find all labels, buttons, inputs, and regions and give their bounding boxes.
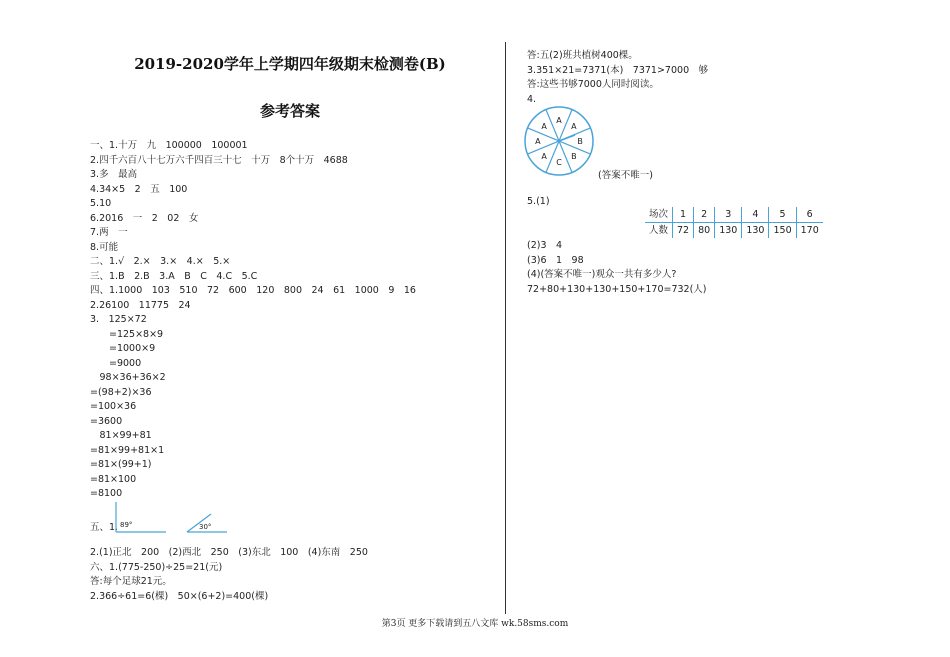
answer-line: 7.两 一 [90,227,128,238]
page-footer: 第3页 更多下载请到五八文库 wk.58sms.com [381,619,569,629]
answer-line: 3.351×21=7371(本) 7371>7000 够 [527,64,709,76]
table-cell: 1 [673,207,694,223]
answer-line: 8.可能 [90,241,119,253]
table-cell: 80 [694,223,715,239]
answer-line: 二、1.√ 2.× 3.× 4.× 5.× [90,256,231,267]
table-cell: 5 [769,207,796,223]
table-row-header: 人数 [649,225,669,236]
spinner-sector-label: A [541,122,547,132]
answer-line: 4. [527,93,537,105]
answer-line: (3)6 1 98 [527,254,584,266]
answer-line: (4)(答案不唯一)观众一共有多少人? [527,269,677,280]
answer-line: 六、1.(775-250)÷25=21(元) [90,561,223,573]
table-cell: 72 [673,223,694,239]
q5-heading: 5.(1) [527,196,550,207]
column-divider [505,42,506,614]
page-title: 2019-2020学年上学期四年级期末检测卷(B) [134,55,446,73]
table-cell: 6 [796,207,823,223]
answer-line: =81×99+81×1 [90,444,165,456]
spinner-sector-label: A [535,137,541,146]
answer-line: =81×(99+1) [90,459,152,470]
answer-line: 三、1.B 2.B 3.A B C 4.C 5.C [90,270,258,282]
score-table [645,207,823,238]
spinner-sector-label: C [556,158,562,168]
answer-line: 4.34×5 2 五 100 [90,183,188,195]
angle-89-label: 89° [120,521,133,529]
answer-line: 2.(1)正北 200 (2)西北 250 (3)东北 100 (4)东南 250 [90,547,368,558]
answer-line: =3600 [90,415,123,427]
answer-line: 5.10 [90,198,112,209]
answer-line: 2.四千六百八十七万六千四百三十七 十万 8个十万 4688 [90,154,348,166]
answer-line: =81×100 [90,473,137,485]
table-cell: 150 [769,223,796,239]
q5-label: 五、1. [90,522,119,533]
table-row [645,207,823,223]
table-row [645,223,823,239]
answer-line: 一、1.十万 九 100000 100001 [90,140,248,151]
angle-89-diagram [114,500,174,540]
answer-line: 答:这些书够7000人同时阅读。 [527,79,659,90]
table-cell: 130 [742,223,769,239]
spinner-diagram [523,105,603,185]
answer-line: 81×99+81 [90,430,152,441]
answer-line: =1000×9 [90,343,156,354]
answer-line: 3. 125×72 [90,314,147,325]
table-cell: 4 [742,207,769,223]
table-cell: 2 [694,207,715,223]
spinner-sector-label: B [571,151,577,161]
answer-line: 答:每个足球21元。 [90,576,172,587]
table-cell: 170 [796,223,823,239]
answer-line: 6.2016 一 2 02 女 [90,212,199,224]
table-row-header: 场次 [645,207,673,223]
answer-line: 四、1.1000 103 510 72 600 120 800 24 61 1000 9 16 [90,285,416,296]
spinner-sector-label: B [577,137,583,146]
page-subtitle: 参考答案 [259,102,320,120]
answer-line: =(98+2)×36 [90,386,152,398]
spinner-note: (答案不唯一) [598,170,653,181]
answer-line: 答:五(2)班共植树400棵。 [527,50,638,61]
spinner-sector-label: A [556,115,562,125]
spinner-sector-label: A [541,151,547,161]
answer-line: (2)3 4 [527,240,563,251]
spinner-sector-label: A [571,122,577,132]
answer-line: 2.26100 11775 24 [90,299,191,311]
answer-line: 3.多 最高 [90,169,138,180]
answer-line: =125×8×9 [90,328,164,340]
answer-line: =100×36 [90,401,137,412]
answer-line: 2.366÷61=6(棵) 50×(6+2)=400(棵) [90,590,269,602]
answer-line: =9000 [90,357,142,369]
answer-line: =8100 [90,488,123,499]
table-cell: 3 [715,207,742,223]
angle-30-label: 30° [199,523,212,531]
angle-30-diagram [185,510,245,550]
answer-line: 98×36+36×2 [90,372,166,383]
table-cell: 130 [715,223,742,239]
answer-line: 72+80+130+130+150+170=732(人) [527,283,707,295]
